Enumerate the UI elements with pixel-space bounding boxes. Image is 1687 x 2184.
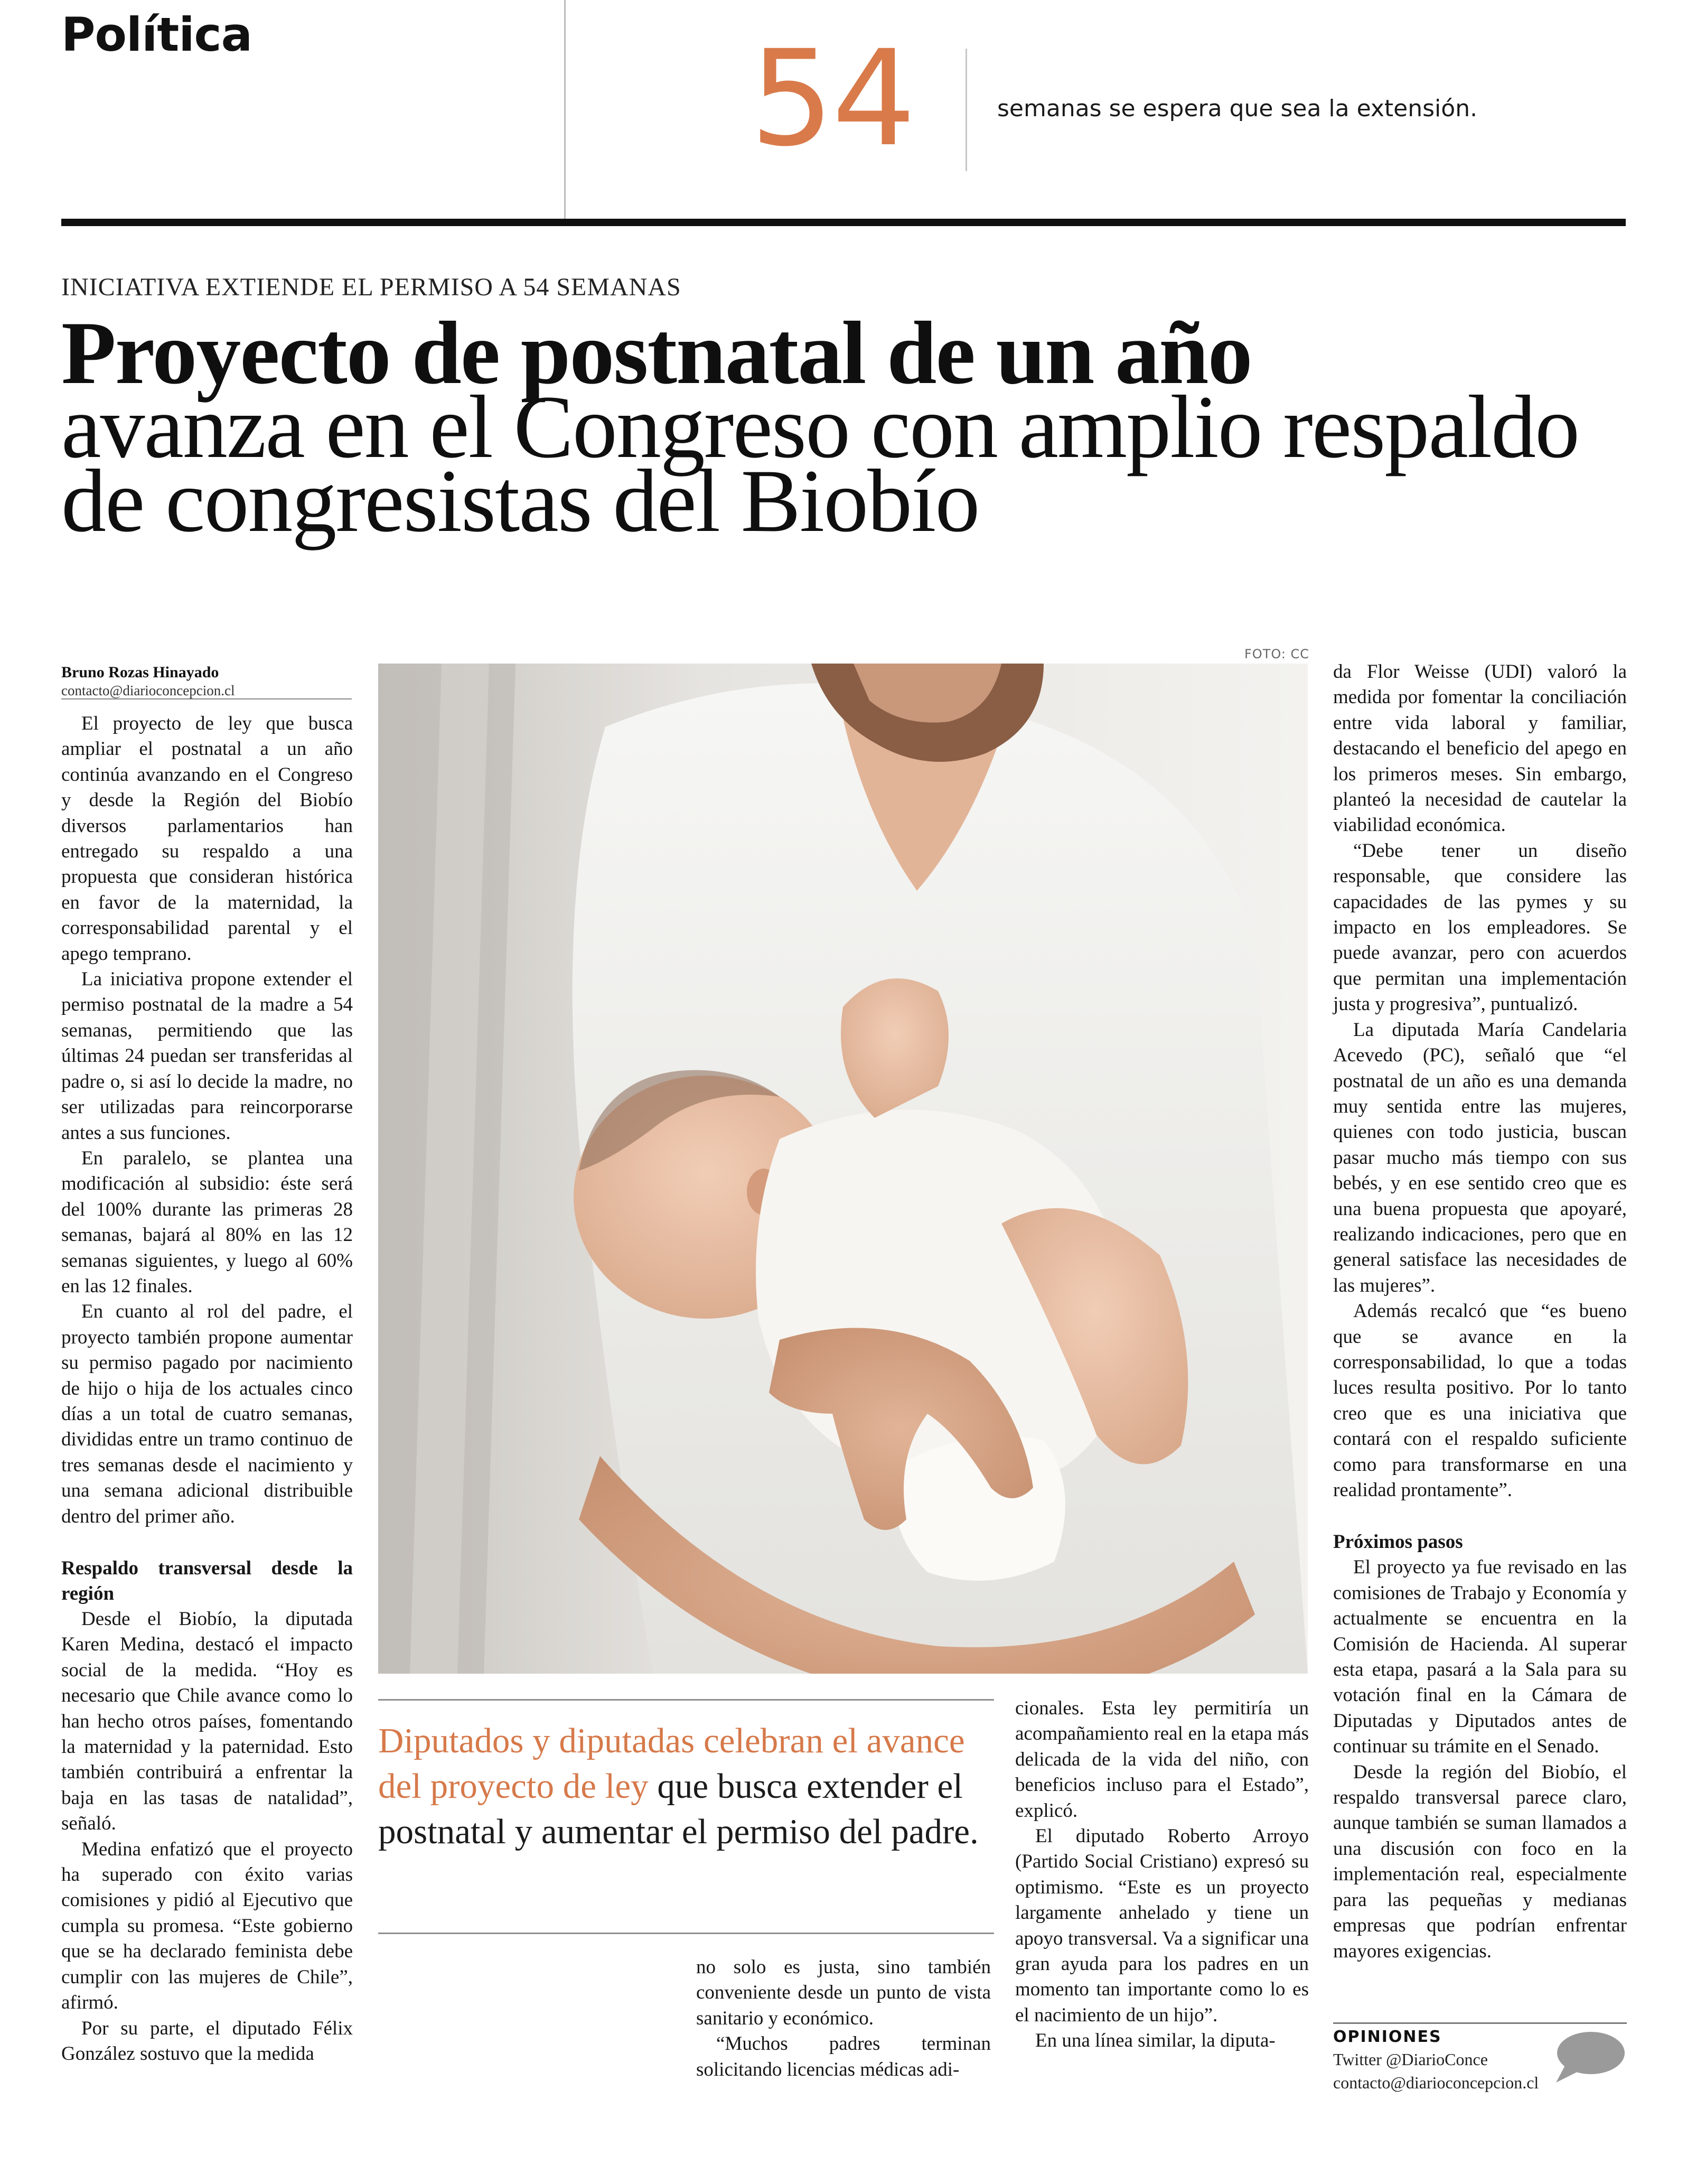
subhead: Próximos pasos: [1333, 1531, 1463, 1553]
body-column-4: [1015, 1696, 1309, 2054]
paragraph: La iniciativa propone extender el permiso postnatal de la madre a 54 semanas, permitiendo que las últimas 24 puedan ser transferidas al padre o, si así lo decide la madre, no ser utilizadas para reincorporarse antes a sus funciones.: [61, 968, 353, 1144]
byline-rule: [61, 698, 352, 699]
pullquote-rest: que busca extender el postnatal y aumentar el permiso del padre.: [378, 1767, 979, 1851]
opinions-email[interactable]: contacto@diarioconcepcion.cl: [1333, 2073, 1539, 2092]
pullquote-rule-bottom: [378, 1933, 994, 1934]
paragraph: Por su parte, el diputado Félix González sostuvo que la medida: [61, 2017, 353, 2065]
body-column-3: [696, 1955, 991, 2083]
author-email: contacto@diarioconcepcion.cl: [61, 683, 235, 698]
headline: [61, 303, 1625, 550]
paragraph: En una línea similar, la diputa-: [1035, 2030, 1276, 2052]
opinions-title: OPINIONES: [1333, 2028, 1442, 2046]
section-label: Política: [61, 7, 252, 62]
paragraph: cionales. Esta ley permitiría un acompañamiento real en la etapa más delicada de la vida del niño, con beneficios incluso para el Estado”, explicó.: [1015, 1697, 1309, 1822]
kicker: INICIATIVA EXTIENDE EL PERMISO A 54 SEMANAS: [61, 273, 681, 301]
header-divider: [564, 0, 566, 221]
paragraph: Desde el Biobío, la diputada Karen Medina, destacó el impacto social de la medida. “Hoy es necesario que Chile avance como lo han hecho otros países, fomentando la maternidad y la paternidad. Esto también contribuirá a enfrentar la baja en las tasas de natalidad”, señaló.: [61, 1608, 353, 1835]
author-name: Bruno Rozas Hinayado: [61, 664, 219, 681]
pullquote: [378, 1718, 980, 1854]
paragraph: La diputada María Candelaria Acevedo (PC), señaló que “el postnatal de un año es una demanda muy sentida entre las mujeres, quienes con todo justicia, buscan pasar mucho más tiempo con sus bebés, y en ese sentido creo que es una buena propuesta que apoyaré, realizando indicaciones, pero que en general satisface las necesidades de las mujeres”.: [1333, 1019, 1627, 1296]
body-column-5: [1333, 659, 1627, 1964]
headline-rest: avanza en el Congreso con amplio respaldo de congresistas del Biobío: [61, 377, 1579, 550]
opinions-twitter[interactable]: Twitter @DiarioConce: [1333, 2050, 1488, 2069]
paragraph: “Muchos padres terminan solicitando licencias médicas adi-: [696, 2033, 991, 2080]
paragraph: Además recalcó que “es bueno que se avance en la corresponsabilidad, lo que a todas luces resulta positivo. Por lo tanto creo que es una iniciativa que contará con el respaldo suficiente como para transformarse en una realidad prontamente”.: [1333, 1300, 1627, 1501]
paragraph: Desde la región del Biobío, el respaldo transversal parece claro, aunque también se suman llamados a una discusión con foco en la implementación real, especialmente para las pequeñas y medianas empresas que podrían enfrentar mayores exigencias.: [1333, 1761, 1627, 1962]
paragraph: El proyecto de ley que busca ampliar el postnatal a un año continúa avanzando en el Congreso y desde la Región del Biobío diversos parlamentarios han entregado su respaldo a una propuesta que consideran histórica en favor de la maternidad, la corresponsabilidad parental y el apego temprano.: [61, 713, 353, 965]
byline: [61, 664, 352, 699]
top-rule: [61, 219, 1626, 226]
photo-credit: FOTO: CC: [1244, 647, 1310, 661]
paragraph: En cuanto al rol del padre, el proyecto también propone aumentar su permiso pagado por nacimiento de hijo o hija de los actuales cinco días a un total de cuatro semanas, divididas entre un tramo continuo de tres semanas desde el nacimiento y una semana adicional distribuible dentro del primer año.: [61, 1301, 353, 1527]
paragraph: El diputado Roberto Arroyo (Partido Social Cristiano) expresó su optimismo. “Este es un proyecto largamente anhelado y tiene un apoyo transversal. Va a significar una gran ayuda para los padres en un momento tan importante como lo es el nacimiento de un hijo”.: [1015, 1825, 1309, 2026]
paragraph: da Flor Weisse (UDI) valoró la medida por fomentar la conciliación entre vida laboral y familiar, destacando el beneficio del apego en los primeros meses. Sin embargo, planteó la necesidad de cautelar la viabilidad económica.: [1333, 661, 1627, 836]
paragraph: En paralelo, se plantea una modificación al subsidio: éste será del 100% durante las primeras 28 semanas, bajará al 80% en las 12 semanas siguientes, y luego al 60% en las 12 finales.: [61, 1147, 353, 1297]
pullquote-highlight: Diputados y diputadas celebran el avance del proyecto de ley: [378, 1721, 965, 1806]
big-number-caption: semanas se espera que sea la extensión.: [997, 95, 1478, 122]
paragraph: Medina enfatizó que el proyecto ha superado con éxito varias comisiones y pidió al Ejecutivo que cumpla su promesa. “Este gobierno que se ha declarado feminista debe cumplir con las mujeres de Chile”, afirmó.: [61, 1838, 353, 2014]
subhead: Respaldo transversal desde la región: [61, 1557, 353, 1604]
big-number: 54: [750, 22, 914, 175]
number-divider: [966, 49, 967, 171]
photo-illustration: [378, 664, 1308, 1674]
headline-bold: Proyecto de postnatal de un año: [61, 303, 1252, 403]
body-column-1: [61, 711, 353, 2067]
father-holding-baby-photo: [378, 664, 1308, 1674]
speech-bubble-icon: [1553, 2028, 1626, 2086]
opinions-rule: [1333, 2022, 1627, 2024]
paragraph: El proyecto ya fue revisado en las comisiones de Trabajo y Economía y actualmente se encuentra en la Comisión de Hacienda. Al superar esta etapa, pasará a la Sala para su votación final en la Cámara de Diputadas y Diputados antes de continuar su trámite en el Senado.: [1333, 1556, 1627, 1758]
paragraph: no solo es justa, sino también conveniente desde un punto de vista sanitario y económico.: [696, 1956, 991, 2029]
pullquote-rule-top: [378, 1699, 994, 1701]
paragraph: “Debe tener un diseño responsable, que considere las capacidades de las pymes y su impacto en los empleadores. Se puede avanzar, pero con acuerdos que permitan una implementación justa y progresiva”, puntualizó.: [1333, 839, 1627, 1015]
